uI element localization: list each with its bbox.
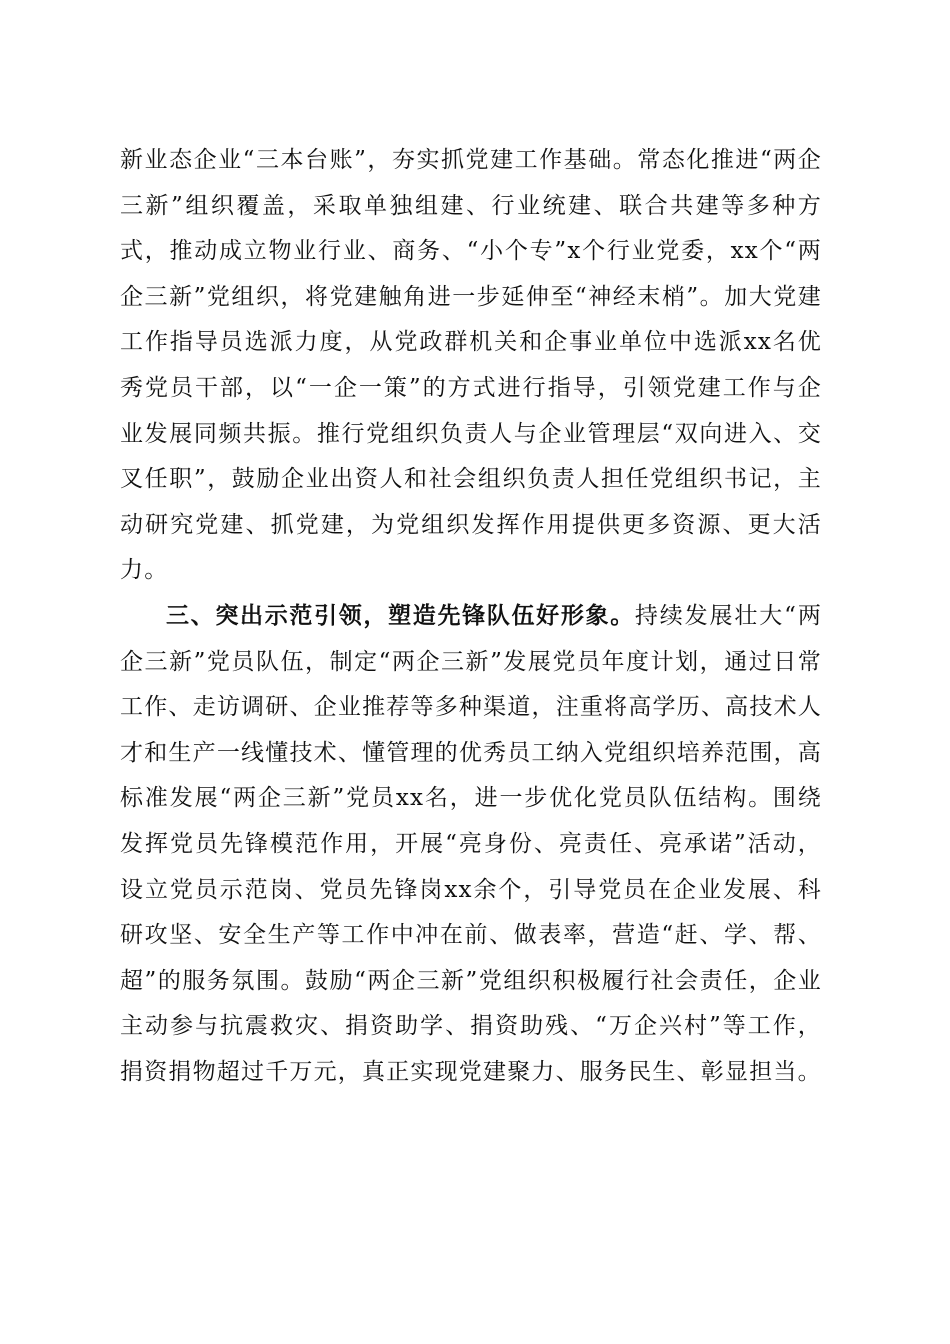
paragraph-demonstration-leading — [120, 594, 822, 1096]
section-heading-3: 三、突出示范引领，塑造先锋队伍好形象。 — [166, 602, 635, 629]
section-body-3: 持续发展壮大“两企三新”党员队伍，制定“两企三新”发展党员年度计划，通过日常工作、走访调研、企业推荐等多种渠道，注重将高学历、高技术人才和生产一线懂技术、懂管理的优秀员工纳入党组织培养范围，高标准发展“两企三新”党员xx名，进一步优化党员队伍结构。围绕发挥党员先锋模范作用，开展“亮身份、亮责任、亮承诺”活动，设立党员示范岗、党员先锋岗xx余个，引导党员在企业发展、科研攻坚、安全生产等工作中冲在前、做表率，营造“赶、学、帮、超”的服务氛围。鼓励“两企三新”党组织积极履行社会责任，企业主动参与抗震救灾、捐资助学、捐资助残、“万企兴村”等工作，捐资捐物超过千万元，真正实现党建聚力、服务民生、彰显担当。 — [120, 602, 823, 1085]
document-page — [120, 138, 822, 1095]
paragraph-party-building-foundation: 新业态企业“三本台账”，夯实抓党建工作基础。常态化推进“两企三新”组织覆盖，采取单独组建、行业统建、联合共建等多种方式，推动成立物业行业、商务、“小个专”x个行业党委，xx个“两企三新”党组织，将党建触角进一步延伸至“神经末梢”。加大党建工作指导员选派力度，从党政群机关和企事业单位中选派xx名优秀党员干部，以“一企一策”的方式进行指导，引领党建工作与企业发展同频共振。推行党组织负责人与企业管理层“双向进入、交叉任职”，鼓励企业出资人和社会组织负责人担任党组织书记，主动研究党建、抓党建，为党组织发挥作用提供更多资源、更大活力。 — [120, 147, 822, 584]
